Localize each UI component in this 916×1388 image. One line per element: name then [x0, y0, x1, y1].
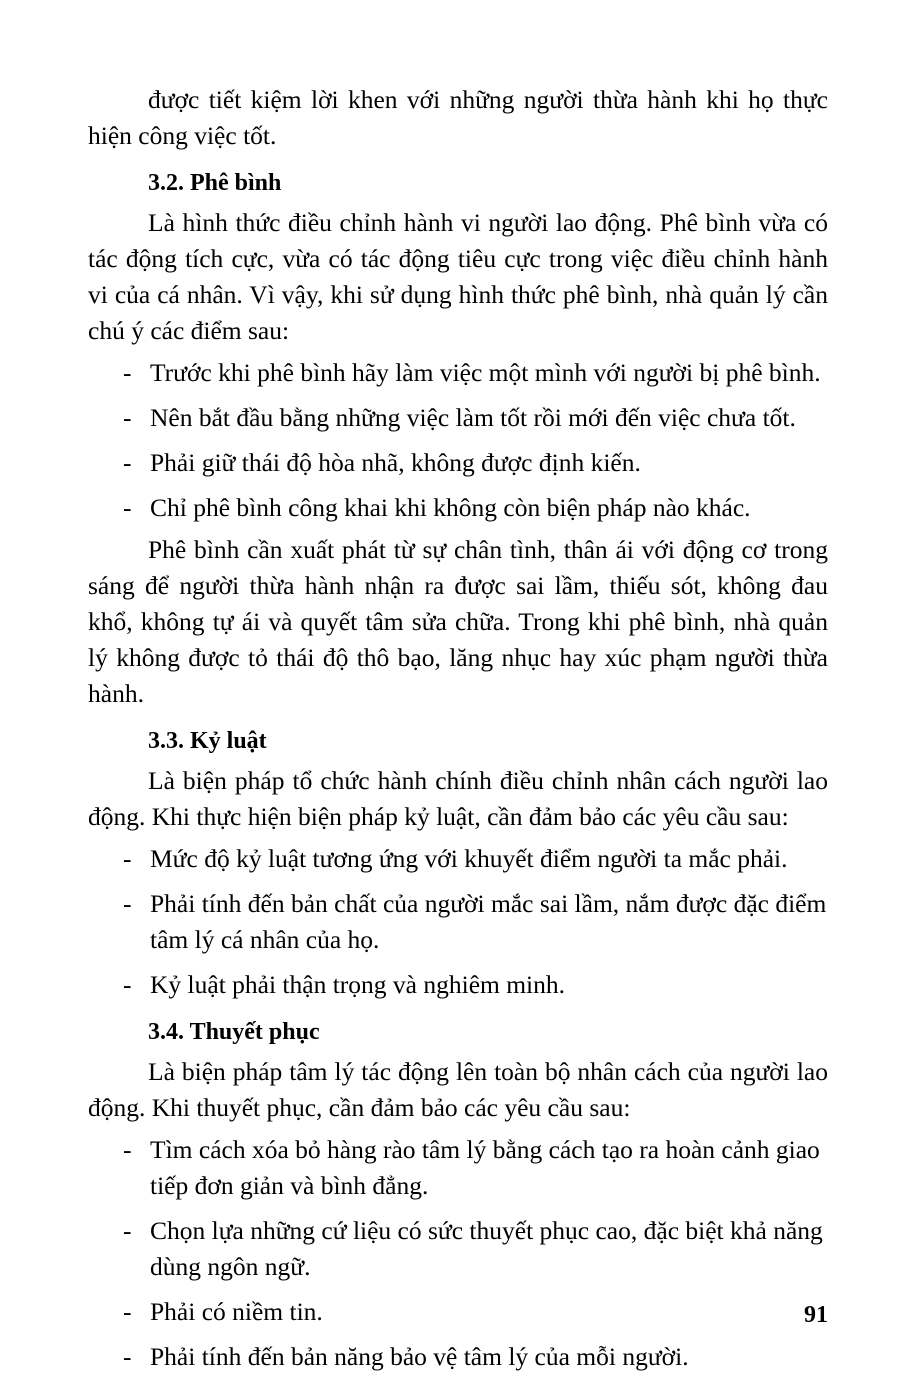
section-heading-3-2: 3.2. Phê bình [148, 170, 282, 196]
list-item-text: Chỉ phê bình công khai khi không còn biện pháp nào khác. [150, 493, 751, 522]
list-item [88, 967, 828, 1003]
bullet-dash-icon: - [123, 1216, 132, 1245]
page-content [88, 82, 828, 1381]
section-3-3-bullet-list [88, 841, 828, 1003]
list-item [88, 445, 828, 481]
section-3-2-outro-paragraph: Phê bình cần xuất phát từ sự chân tình, thân ái với động cơ trong sáng để người thừa hành nhận ra được sai lầm, thiếu sót, không đau khổ, không tự ái và quyết tâm sửa chữa. Trong khi phê bình, nhà quản lý không được tỏ thái độ thô bạo, lăng nhục hay xúc phạm người thừa hành. [88, 535, 828, 708]
list-item [88, 1132, 828, 1204]
bullet-dash-icon: - [123, 1135, 132, 1164]
bullet-dash-icon: - [123, 1342, 132, 1371]
list-item-text: Phải giữ thái độ hòa nhã, không được định kiến. [150, 448, 641, 477]
bullet-dash-icon: - [123, 448, 132, 477]
bullet-dash-icon: - [123, 403, 132, 432]
list-item-text: Tìm cách xóa bỏ hàng rào tâm lý bằng cách tạo ra hoàn cảnh giao tiếp đơn giản và bình đẳng. [150, 1135, 820, 1200]
list-item-text: Phải có niềm tin. [150, 1297, 323, 1326]
list-item-text: Chọn lựa những cứ liệu có sức thuyết phục cao, đặc biệt khả năng dùng ngôn ngữ. [150, 1216, 823, 1281]
section-heading-3-4: 3.4. Thuyết phục [148, 1019, 320, 1045]
bullet-dash-icon: - [123, 844, 132, 873]
list-item [88, 400, 828, 436]
bullet-dash-icon: - [123, 970, 132, 999]
section-3-2-bullet-list [88, 355, 828, 526]
list-item-text: Phải tính đến bản năng bảo vệ tâm lý của mỗi người. [150, 1342, 689, 1371]
list-item-text: Phải tính đến bản chất của người mắc sai lầm, nắm được đặc điểm tâm lý cá nhân của họ. [150, 889, 827, 954]
list-item-text: Nên bắt đầu bằng những việc làm tốt rồi mới đến việc chưa tốt. [150, 403, 796, 432]
list-item [88, 355, 828, 391]
section-heading-3-3: 3.3. Kỷ luật [148, 728, 267, 754]
list-item [88, 490, 828, 526]
section-3-3-intro-paragraph: Là biện pháp tổ chức hành chính điều chỉnh nhân cách người lao động. Khi thực hiện biện pháp kỷ luật, cần đảm bảo các yêu cầu sau: [88, 766, 828, 831]
page-number: 91 [804, 1302, 828, 1328]
list-item [88, 1339, 828, 1375]
list-item [88, 886, 828, 958]
list-item-text: Mức độ kỷ luật tương ứng với khuyết điểm người ta mắc phải. [150, 844, 788, 873]
bullet-dash-icon: - [123, 358, 132, 387]
section-3-4-intro-paragraph: Là biện pháp tâm lý tác động lên toàn bộ nhân cách của người lao động. Khi thuyết phục, cần đảm bảo các yêu cầu sau: [88, 1057, 828, 1122]
intro-paragraph: được tiết kiệm lời khen với những người thừa hành khi họ thực hiện công việc tốt. [88, 85, 828, 150]
section-3-2-intro-paragraph: Là hình thức điều chỉnh hành vi người lao động. Phê bình vừa có tác động tích cực, vừa có tác động tiêu cực trong việc điều chỉnh hành vi của cá nhân. Vì vậy, khi sử dụng hình thức phê bình, nhà quản lý cần chú ý các điểm sau: [88, 208, 828, 345]
bullet-dash-icon: - [123, 1297, 132, 1326]
list-item [88, 1213, 828, 1285]
bullet-dash-icon: - [123, 493, 132, 522]
list-item-text: Kỷ luật phải thận trọng và nghiêm minh. [150, 970, 566, 999]
bullet-dash-icon: - [123, 889, 132, 918]
list-item-text: Trước khi phê bình hãy làm việc một mình với người bị phê bình. [150, 358, 821, 387]
list-item [88, 841, 828, 877]
section-3-4-bullet-list [88, 1132, 828, 1375]
